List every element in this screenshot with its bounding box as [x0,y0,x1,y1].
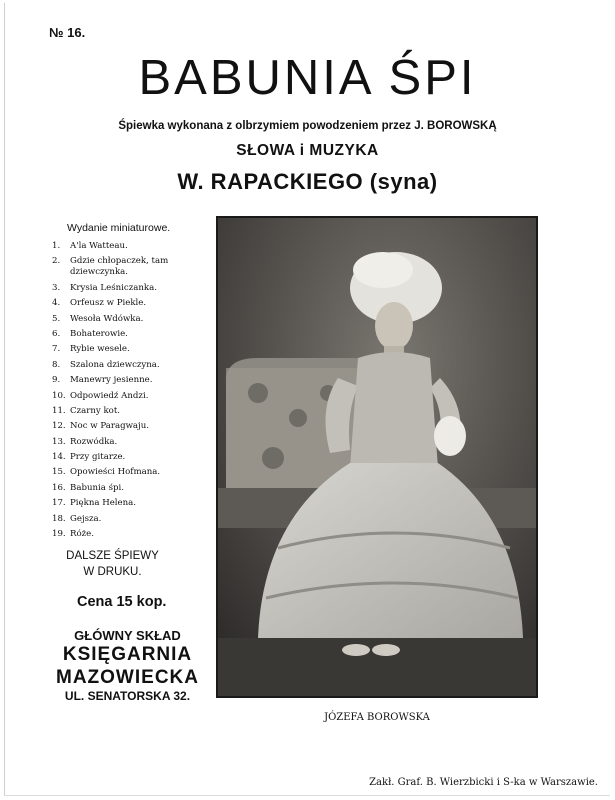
song-title: BABUNIA ŚPI [138,51,477,105]
list-item [52,483,212,494]
edition-label: Wydanie miniaturowe. [67,222,171,234]
song-name: Odpowiedź Andzi. [70,390,149,401]
list-item [52,514,212,525]
song-number: 15. [52,467,66,478]
price: Cena 15 kop. [77,594,167,610]
portrait-photo [216,216,538,698]
words-music-line: SŁOWA i MUZYKA [236,142,379,159]
list-item [52,467,212,478]
store-name [50,643,205,689]
song-name: Noc w Paragwaju. [70,421,149,432]
song-name: Babunia śpi. [70,482,125,493]
more-in-print [60,548,165,580]
song-name: Rybie wesele. [70,344,130,355]
song-name: Czarny kot. [70,405,121,416]
list-item [52,344,212,355]
song-number: 13. [52,436,66,447]
list-item [52,498,212,509]
song-name: Opowieści Hofmana. [70,467,161,478]
song-number: 6. [52,328,61,339]
song-number: 18. [52,513,66,524]
song-number: 2. [52,256,61,267]
issue-number: № 16. [49,25,86,40]
song-number: 7. [52,344,61,355]
list-item [52,314,212,325]
performer-line: Śpiewka wykonana z olbrzymiem powodzeniem przez J. BOROWSKĄ [118,120,497,132]
song-number: 5. [52,313,61,324]
author-line: W. RAPACKIEGO (syna) [177,169,438,194]
song-name: Piękna Helena. [70,498,137,509]
song-number: 10. [52,390,66,401]
list-item [52,437,212,448]
song-number: 16. [52,482,66,493]
list-item [52,406,212,417]
more-in-print-line: DALSZE ŚPIEWY [66,550,159,562]
list-item [52,241,212,252]
song-name: A'la Watteau. [70,241,128,251]
list-item [52,298,212,309]
song-number: 11. [52,405,66,416]
song-number: 19. [52,529,66,540]
song-name: Przy gitarze. [70,452,126,463]
song-name: Gejsza. [70,513,102,524]
song-name: Wesoła Wdówka. [70,313,144,324]
song-number: 9. [52,375,61,386]
song-number: 17. [52,498,66,509]
store-name-line: MAZOWIECKA [56,667,199,688]
list-item [52,329,212,340]
portrait-illustration [218,218,536,696]
song-name: Bohaterowie. [70,328,128,339]
song-number: 3. [52,282,61,293]
store-name-line: KSIĘGARNIA [62,644,193,665]
song-name: Gdzie chłopaczek, tam dziewczynka. [70,256,169,278]
song-name: Róże. [70,529,94,540]
store-address: UL. SENATORSKA 32. [64,689,191,703]
photo-caption: JÓZEFA BOROWSKA [324,712,430,723]
list-item [52,256,212,278]
song-name: Orfeusz w Piekle. [70,298,147,309]
song-number: 14. [52,452,66,463]
list-item [52,452,212,463]
list-item [52,360,212,371]
song-number: 4. [52,298,61,309]
song-number: 8. [52,359,61,370]
song-name: Krysia Leśniczanka. [70,282,157,293]
list-item [52,391,212,402]
list-item [52,421,212,432]
more-in-print-line: W DRUKU. [83,566,142,578]
list-item [52,529,212,540]
store-label: GŁÓWNY SKŁAD [74,628,181,643]
list-item [52,375,212,386]
printer-credit: Zakł. Graf. B. Wierzbicki i S-ka w Warszawie. [369,777,598,788]
song-list [52,241,212,544]
song-name: Szalona dziewczyna. [70,359,160,370]
song-name: Rozwódka. [70,436,118,447]
song-number: 1. [52,241,61,251]
song-name: Manewry jesienne. [70,375,153,386]
list-item [52,283,212,294]
song-number: 12. [52,421,66,432]
